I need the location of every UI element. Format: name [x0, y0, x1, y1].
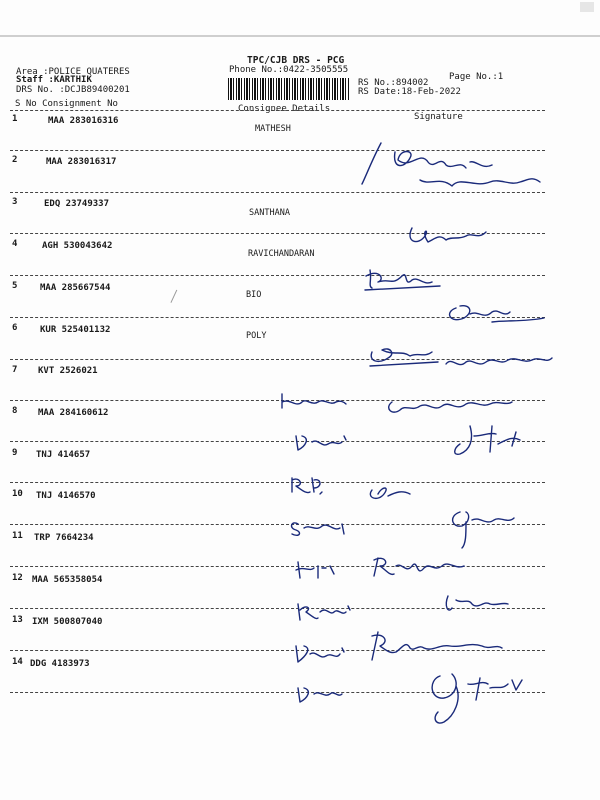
- signature-row-14-extra-name: [298, 688, 342, 702]
- signature-row-13-name: [298, 604, 350, 620]
- row-divider: [10, 650, 545, 651]
- row-sno: 6: [12, 323, 18, 333]
- rs-date: RS Date:18-Feb-2022: [358, 87, 461, 97]
- row-divider: [10, 441, 545, 442]
- row-sno: 14: [12, 657, 23, 667]
- column-header-sno-consignment: S No Consignment No: [15, 99, 118, 109]
- row-consignee: BIO: [246, 290, 262, 300]
- signature-row-5: [365, 270, 440, 290]
- signature-row-6: [450, 306, 544, 322]
- row-consignment: TNJ 4146570: [36, 491, 96, 501]
- row-divider: [10, 233, 545, 234]
- row-divider: [10, 692, 545, 693]
- row-consignment: AGH 530043642: [42, 241, 113, 251]
- signature-row-14-extra: [432, 674, 522, 723]
- row-consignee: MATHESH: [255, 124, 291, 134]
- signature-row-8-name: [282, 394, 346, 408]
- barcode: [228, 78, 350, 100]
- signature-row-10: [370, 488, 410, 498]
- signature-row-4: [410, 228, 486, 242]
- scan-edge-line: [0, 35, 600, 37]
- sheet-title: TPC/CJB DRS - PCG: [247, 55, 345, 66]
- row-consignment: MAA 284160612: [38, 408, 109, 418]
- row-sno: 5: [12, 281, 18, 291]
- signature-row-7: [370, 349, 552, 366]
- row-consignee: POLY: [246, 331, 267, 341]
- scan-corner-mark: [580, 2, 594, 12]
- row-consignment: DDG 4183973: [30, 659, 90, 669]
- row-sno: 4: [12, 239, 18, 249]
- signature-row-10-name: [292, 478, 322, 494]
- row-divider: [10, 400, 545, 401]
- rs-number: RS No.:894002: [358, 78, 429, 88]
- row-consignment: KVT 2526021: [38, 366, 98, 376]
- signature-row-12: [374, 558, 464, 576]
- row-sno: 1: [12, 114, 18, 124]
- row-divider: [10, 192, 545, 193]
- page-number: Page No.:1: [449, 72, 504, 82]
- row-sno: 9: [12, 448, 18, 458]
- area-label: Area :POLICE QUATERES: [16, 67, 130, 77]
- row-sno: 13: [12, 615, 23, 625]
- row-divider: [10, 482, 545, 483]
- row-consignment: MAA 565358054: [32, 575, 103, 585]
- phone-number: Phone No.:0422-3505555: [229, 65, 349, 75]
- row-divider: [10, 359, 545, 360]
- signature-row-14-name: [296, 646, 344, 662]
- signature-row-11: [453, 512, 514, 548]
- header-divider: [10, 110, 545, 111]
- signature-row-14: [372, 632, 502, 660]
- row-sno: 2: [12, 155, 18, 165]
- column-header-consignee: Consignee Details: [238, 104, 331, 114]
- row-consignment: MAA 283016317: [46, 157, 117, 167]
- row-sno: 3: [12, 197, 18, 207]
- row-consignment: MAA 283016316: [48, 116, 119, 126]
- row-divider: [10, 317, 545, 318]
- row-sno: 8: [12, 406, 18, 416]
- drs-number: DRS No. :DCJB89400201: [16, 85, 130, 95]
- row-consignee: RAVICHANDARAN: [248, 249, 315, 259]
- row-consignment: EDQ 23749337: [44, 199, 110, 209]
- signature-row-12-name: [296, 562, 334, 578]
- row-sno: 10: [12, 489, 23, 499]
- signature-row-9-name: [296, 436, 346, 450]
- row-divider: [10, 566, 545, 567]
- row-sno: 7: [12, 365, 18, 375]
- row-divider: [10, 608, 545, 609]
- row-consignment: KUR 525401132: [40, 325, 111, 335]
- row-consignment: TNJ 414657: [36, 450, 91, 460]
- row-consignment: MAA 285667544: [40, 283, 111, 293]
- row-consignment: IXM 500807040: [32, 617, 103, 627]
- column-header-signature: Signature: [414, 112, 463, 122]
- row-divider: [10, 275, 545, 276]
- staff-label: Staff :KARTHIK: [16, 75, 92, 85]
- row-divider: [10, 524, 545, 525]
- signature-row-8: [389, 402, 512, 412]
- row-sno: 12: [12, 573, 23, 583]
- row-consignee: SANTHANA: [249, 208, 290, 218]
- pen-mark: [170, 290, 184, 306]
- row-consignment: TRP 7664234: [34, 533, 94, 543]
- row-sno: 11: [12, 531, 23, 541]
- row-divider: [10, 150, 545, 151]
